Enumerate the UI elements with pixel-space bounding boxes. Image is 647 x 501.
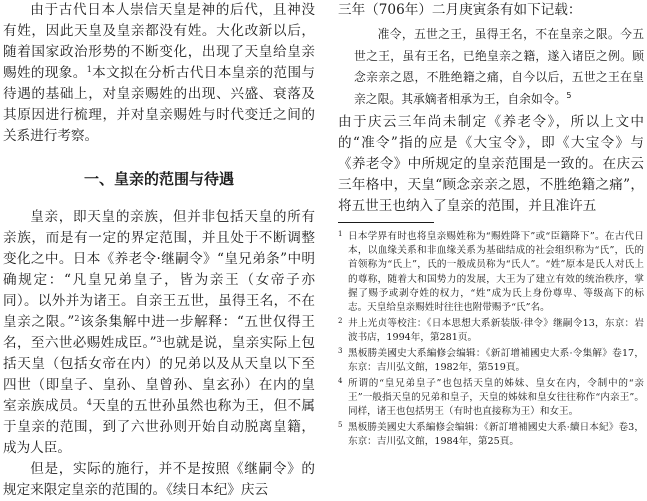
footnote-ref-2[interactable]: 2 (74, 314, 80, 323)
footnote-text: 井上光贞等校注：《日本思想大系新装版·律令》继嗣令13，东京：岩波书店，1994年，第281页。 (348, 317, 644, 343)
body-paragraph-scope: 皇亲，即天皇的亲族，但并非包括天皇的所有亲族，而是有一定的界定范围，并且处于不断调整变化之中。日本《养老令·继嗣令》“皇兄弟条”中明确规定：“凡皇兄弟皇子，皆为亲王（女帝子亦同）。以外并为诸王。自亲王五世，虽得王名，不在皇亲之限。”$^2$该条集解中进一步解释：“五世仅得王名，至六世必赐姓成臣。”$^3$也就是说，皇亲实际上包括天皇（包括女帝在内）的兄弟以及从天皇以下至四世（即皇子、皇孙、皇曾孙、皇玄孙）在内的皇室亲族成员。$^4$天皇的五世孙虽然也称为王，但不属于皇亲的范围，到了六世孙则开始自动脱离皇籍，成为人臣。 (3, 209, 316, 456)
footnote-divider (338, 222, 434, 223)
footnote-item (338, 230, 644, 315)
footnote-number: 4 (338, 376, 343, 385)
footnotes (338, 230, 644, 449)
footnote-ref-5[interactable]: 5 (566, 90, 572, 100)
footnote-number: 2 (338, 316, 343, 325)
intro-paragraph: 由于古代日本人崇信天皇是神的后代，且神没有姓，因此天皇及皇亲都没有姓。大化改新以后，随着国家政治形势的不断变化，出现了天皇给皇亲赐姓的现象。$^1$本文拟在分析古代日本皇亲的范围与待遇的基础上，对皇亲赐姓的出现、兴盛、衰落及其原因进行梳理，并对皇亲赐姓与时代变迁之间的关系进行考察。 (3, 2, 316, 144)
footnote-item (338, 347, 644, 375)
footnote-item (338, 317, 644, 345)
footnote-number: 1 (338, 230, 343, 238)
footnote-ref-4[interactable]: 4 (86, 398, 92, 407)
footnote-item (338, 421, 644, 449)
continuation-line: 三年（706年）二月庚寅条有如下记载： (338, 2, 582, 18)
footnote-text: 日本学界有时也将皇亲赐姓称为“赐姓降下”或“臣籍降下”。在古代日本，以血缘关系和非血缘关系为基础结成的社会组织称为“氏”，氏的首领称为“氏上”，氏的一般成员称为“氏人”。“姓”原本是氏人对氏上的尊称，随着大和国势力的发展，大王为了建立有效的统治秩序，掌握了赐予或剥夺姓的权力，“姓”成为氏上身份尊卑、等级高下的标志。天皇给皇亲赐姓时往往也附带赐予“氏”名。 (348, 231, 644, 314)
body-paragraph-practice: 但是，实际的施行，并不是按照《继嗣令》的规定来限定皇亲的范围的。《续日本纪》庆云 (3, 461, 315, 498)
block-quote: 准令，五世之王，虽得王名，不在皇亲之限。今五世之王，虽有王名，已绝皇亲之籍，遂入诸臣之例。顾念亲亲之恩，不胜绝籍之痛，自今以后，五世之王在皇亲之限。其承嫡者相承为王，自余如令。$^5$ (354, 27, 644, 106)
footnote-text: 黑板勝美國史大系編修会编辑：《新訂增補國史大系·令集解》卷17，东京：吉川弘文館，1982年，第519頁。 (348, 347, 644, 373)
left-column (3, 0, 315, 501)
footnote-number: 5 (338, 420, 343, 429)
footnote-text: 所谓的“皇兄弟皇子”也包括天皇的姊妹、皇女在内，令制中的“亲王”一般指天皇的兄弟和皇子，天皇的姊妹和皇女往往称作“内亲王”。同样，诸王也包括男王（有时也直接称为王）和女王。 (348, 377, 644, 417)
section-title: 一、皇亲的范围与待遇 (83, 170, 234, 188)
body-paragraph-analysis: 由于庆云三年尚未制定《养老令》，所以上文中的“准令”指的应是《大宝令》，即《大宝令》与《养老令》中所规定的皇亲范围是一致的。在庆云三年格中，天皇“顾念亲亲之恩，不胜绝籍之痛”，将五世王也纳入了皇亲的范围，并且准许五 (338, 114, 644, 214)
footnote-ref-3[interactable]: 3 (156, 335, 162, 344)
footnote-item (338, 377, 644, 420)
right-column (338, 0, 644, 451)
footnote-text: 黑板勝美國史大系編修会编辑：《新訂增補國史大系·續日本紀》卷3，东京：吉川弘文館，1984年，第25頁。 (348, 421, 644, 447)
footnote-number: 3 (338, 346, 343, 355)
footnote-ref-1[interactable]: 1 (86, 65, 92, 74)
